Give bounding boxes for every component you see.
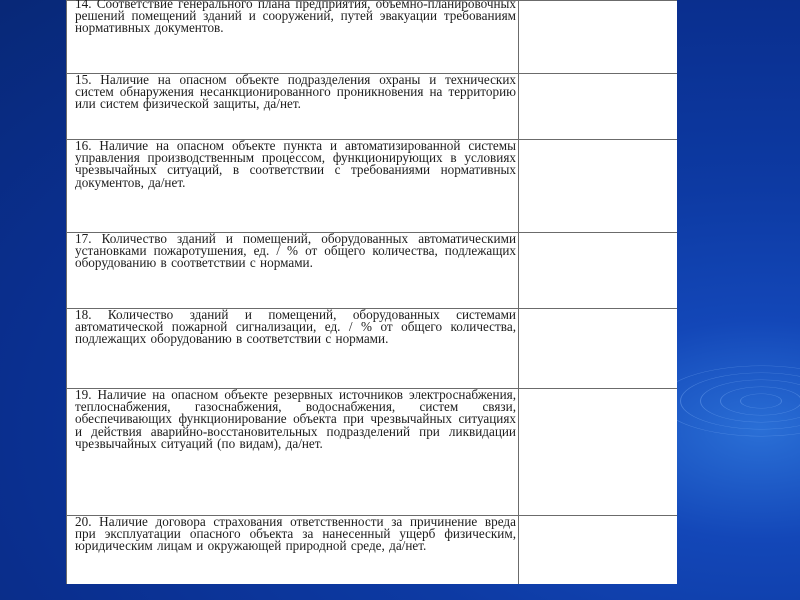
item-value-cell[interactable] (519, 516, 678, 585)
table-row (67, 389, 678, 516)
document-sheet (66, 0, 677, 584)
item-value-cell[interactable] (519, 309, 678, 389)
item-value-cell[interactable] (519, 1, 678, 74)
item-text-cell (67, 233, 519, 309)
table-row (67, 516, 678, 585)
table-row (67, 74, 678, 140)
item-value-cell[interactable] (519, 389, 678, 516)
water-ripple-decoration (660, 366, 800, 437)
item-14-text: 14. Соответствие генерального плана предприятия, объемно-планировочных решений помещений зданий и сооружений, путей эвакуации требованиям нормативных документов. (75, 0, 516, 36)
item-text-cell (67, 140, 519, 233)
table-row (67, 140, 678, 233)
item-20-text: 20. Наличие договора страхования ответственности за причинение вреда при эксплуатации опасного объекта за нанесенный ущерб физическим, юридическим лицам и окружающей природной среде, да/нет. (75, 514, 516, 554)
item-text-cell (67, 309, 519, 389)
item-text-cell (67, 516, 519, 585)
item-19-text: 19. Наличие на опасном объекте резервных источников электроснабжения, теплоснабжения, газоснабжения, водоснабжения, систем связи, обеспечивающих функционирование объекта при чрезвычайных ситуациях и действия аварийно-восстановительных подразделений при ликвидации чрезвычайных ситуаций (по видам), да/нет. (75, 387, 516, 451)
item-text-cell (67, 389, 519, 516)
item-value-cell[interactable] (519, 74, 678, 140)
item-value-cell[interactable] (519, 233, 678, 309)
table-row (67, 309, 678, 389)
item-17-text: 17. Количество зданий и помещений, оборудованных автоматическими установками пожаротушения, ед. / % от общего количества, подлежащих оборудованию в соответствии с нормами. (75, 231, 516, 271)
item-value-cell[interactable] (519, 140, 678, 233)
requirements-table (66, 0, 677, 584)
item-16-text: 16. Наличие на опасном объекте пункта и автоматизированной системы управления производственным процессом, функционирующих в условиях чрезвычайных ситуаций, в соответствии с требованиями нормативных документов, да/нет. (75, 138, 516, 190)
item-text-cell (67, 1, 519, 74)
item-18-text: 18. Количество зданий и помещений, оборудованных системами автоматической пожарной сигнализации, ед. / % от общего количества, подлежащих оборудованию в соответствии с нормами. (75, 307, 516, 347)
item-15-text: 15. Наличие на опасном объекте подразделения охраны и технических систем обнаружения несанкционированного проникновения на территорию или систем физической защиты, да/нет. (75, 72, 516, 112)
table-row (67, 233, 678, 309)
item-text-cell (67, 74, 519, 140)
table-row (67, 1, 678, 74)
